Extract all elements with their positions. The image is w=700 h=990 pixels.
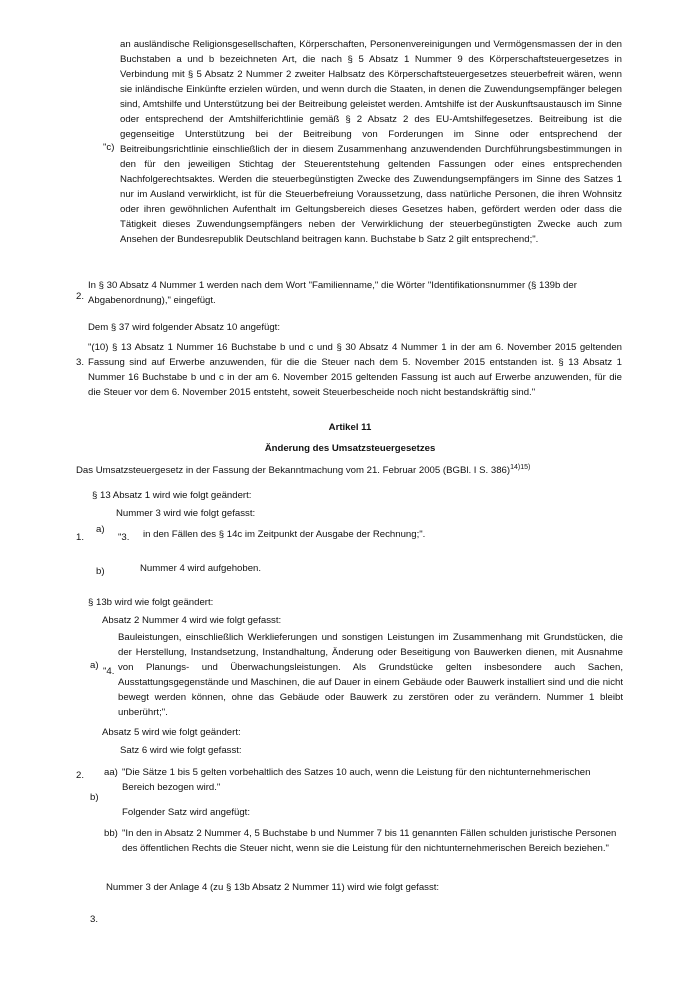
item-2-a-quote-number: "4. [103, 666, 115, 677]
item-1-b-text: Nummer 4 wird aufgehoben. [140, 563, 262, 574]
item-2-aa-intro: Satz 6 wird wie folgt gefasst: [120, 745, 242, 756]
item-number-2: 2. [76, 770, 85, 781]
item-1-heading: § 13 Absatz 1 wird wie folgt geändert: [92, 490, 252, 501]
item-2-bb-intro: Folgender Satz wird angefügt: [122, 807, 250, 818]
item-3-top-intro: Dem § 37 wird folgender Absatz 10 angefügt: [88, 322, 280, 333]
item-2-heading: § 13b wird wie folgt geändert: [88, 597, 214, 608]
item-2-a-label: a) [90, 660, 99, 671]
item-2-bb-label: bb) [104, 828, 118, 839]
item-3-top-text: "(10) § 13 Absatz 1 Nummer 16 Buchstabe b und c und § 30 Absatz 4 Nummer 1 in der am 6. November 2015 geltenden Fassung sind auf Erwerbe anzuwenden, für die die Steuer nach dem 5. November 2015 entstanden ist. § 13 Absatz 1 Nummer 16 Buchstabe b und c in der am 6. November 2015 geltenden Fassung ist auch auf Erwerbe anzuwenden, für die die Steuer vor dem 6. November 2015 entsteht, soweit Steuerbescheide noch nicht bestandskräftig sind." [88, 342, 622, 398]
item-1-b-label: b) [96, 566, 105, 577]
item-number-1: 1. [76, 532, 85, 543]
paragraph-c-text: an ausländische Religionsgesellschaften, Körperschaften, Personenvereinigungen und Vermögensmassen der in den Buchstaben a und b bezeichneten Art, die nach § 5 Absatz 1 Nummer 9 des Körperschaftsteuergesetzes in Verbindung mit § 5 Absatz 2 Nummer 2 zweiter Halbsatz des Körperschaftsteuergesetzes steuerbefreit wären, wenn sie inländische Einkünfte erzielen würden, und wenn durch die Staaten, in denen die Zuwendungsempfänger belegen sind, Amtshilfe und Unterstützung bei der Beitreibung geleistet werden. Amtshilfe ist der Auskunftsaustausch im Sinne oder entsprechend der Amtshilferichtlinie gemäß § 2 Absatz 2 des EU-Amtshilfegesetzes. Beitreibung ist die gegenseitige Unterstützung bei der Beitreibung von Forderungen im Sinne oder entsprechend der Beitreibungsrichtlinie einschließlich der in diesem Zusammenhang anzuwendenden Durchführungsbestimmungen in den für den jeweiligen Stichtag der Steuerentstehung geltenden Fassungen oder eines entsprechenden Nachfolgerechtsaktes. Werden die steuerbegünstigten Zwecke des Zuwendungsempfängers im Sinne des Satzes 1 nur im Ausland verwirklicht, ist für die Steuerbefreiung Voraussetzung, dass natürliche Personen, die ihren Wohnsitz oder ihren gewöhnlichen Aufenthalt im Geltungsbereich dieses Gesetzes haben, gefördert werden oder dass die Tätigkeit dieses Zuwendungsempfängers neben der Verwirklichung der steuerbegünstigten Zwecke auch zum Ansehen der Bundesrepublik Deutschland beitragen kann. Buchstabe b Satz 2 gilt entsprechend;". [120, 39, 622, 245]
item-1-a-quote-number: "3. [118, 532, 130, 543]
item-2-top-text: In § 30 Absatz 4 Nummer 1 werden nach dem Wort "Familienname," die Wörter "Identifikationsnummer (§ 139b der Abgabenordnung)," eingefügt. [88, 280, 577, 306]
article-title: Änderung des Umsatzsteuergesetzes [264, 443, 436, 454]
item-3-text: Nummer 3 der Anlage 4 (zu § 13b Absatz 2 Nummer 11) wird wie folgt gefasst: [106, 882, 440, 893]
article-number: Artikel 11 [328, 422, 372, 433]
item-2-aa-label: aa) [104, 767, 118, 778]
item-2-bb-text: "In den in Absatz 2 Nummer 4, 5 Buchstabe b und Nummer 7 bis 11 genannten Fällen schulden juristische Personen des öffentlichen Rechts die Steuer nicht, wenn sie die Leistung für den nichtunternehmerischen Bereich beziehen." [122, 828, 617, 854]
list-marker-c: "c) [103, 142, 115, 153]
item-2-a-text: Bauleistungen, einschließlich Werklieferungen und sonstigen Leistungen im Zusammenhang mit Grundstücken, die der Herstellung, Instandsetzung, Instandhaltung, Änderung oder Beseitigung von Bauwerken dienen, mit Ausnahme von Planungs- und Überwachungsleistungen. Als Grundstücke gelten insbesondere auch Sachen, Ausstattungsgegenstände und Maschinen, die auf Dauer in einem Gebäude oder Bauwerk installiert sind und die nicht bewegt werden können, ohne das Gebäude oder Bauwerk zu zerstören oder zu verändern. Nummer 1 bleibt unberührt;". [118, 632, 623, 718]
item-number-3-top: 3. [76, 357, 85, 368]
item-1-a-intro: Nummer 3 wird wie folgt gefasst: [116, 508, 256, 519]
footnote-refs: 14)15) [510, 464, 531, 471]
item-2-b-label: b) [90, 792, 99, 803]
item-2-a-intro: Absatz 2 Nummer 4 wird wie folgt gefasst: [102, 615, 282, 626]
item-2-b-intro: Absatz 5 wird wie folgt geändert: [102, 727, 241, 738]
item-2-aa-text: "Die Sätze 1 bis 5 gelten vorbehaltlich des Satzes 10 auch, wenn die Leistung für den nichtunternehmerischen Bereich bezogen wird." [122, 767, 591, 793]
article-intro-text: Das Umsatzsteuergesetz in der Fassung der Bekanntmachung vom 21. Februar 2005 (BGBl. I S. 386) [76, 465, 511, 476]
item-number-2-top: 2. [76, 291, 85, 302]
item-number-3: 3. [90, 914, 99, 925]
item-1-a-text: in den Fällen des § 14c im Zeitpunkt der Ausgabe der Rechnung;". [143, 529, 426, 540]
item-1-a-label: a) [96, 524, 105, 535]
article-intro [76, 463, 530, 478]
